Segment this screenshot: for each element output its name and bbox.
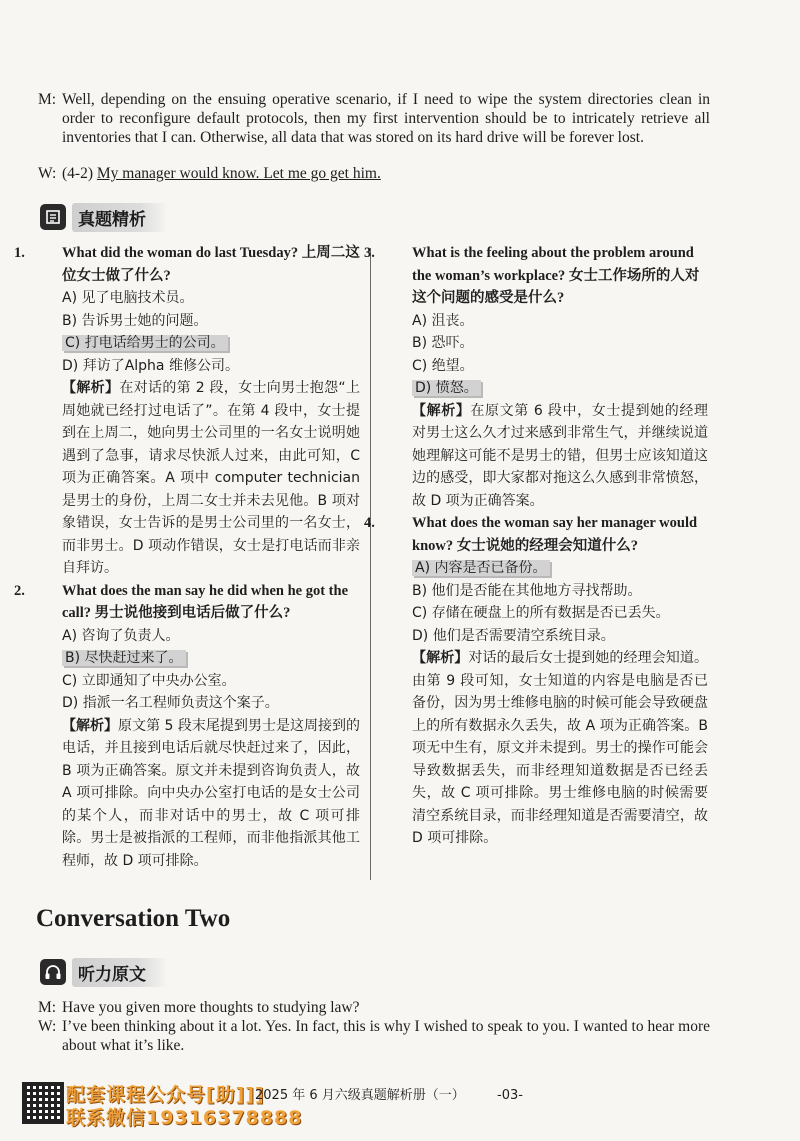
dialogue-text: My manager would know. Let me go get him.	[96, 165, 381, 182]
dialogue-text: Well, depending on the ensuing operative scenario, if I need to wipe the system directories clean in order to reconfigure default protocols, then my first intervention should be to intricately retrieve all inventories that I can. Otherwise, all data that was stored on its hard drive will be forever lost.	[62, 91, 710, 146]
left-column	[14, 242, 361, 872]
qr-code	[22, 1082, 64, 1124]
question-number: 4.	[364, 515, 375, 531]
option: A) 见了电脑技术员。	[62, 290, 194, 306]
footer-title: 2025 年 6 月六级真题解析册（一）	[255, 1088, 465, 1103]
question-1	[14, 242, 361, 580]
speaker-label: M:	[38, 91, 57, 108]
option-correct: C) 打电话给男士的公司。	[62, 335, 228, 351]
section-title: 听力原文	[72, 958, 168, 987]
option: B) 恐吓。	[412, 335, 474, 351]
analysis-text: 在原文第 6 段中，女士提到她的经理对男士这么久才过来感到非常生气，并继续说道她理解这可能不是男士的错，但男士应该知道这边的感受，即大家都对拖这么久感到非常愤怒，故 D 项为正确答案。	[412, 402, 708, 509]
right-column	[364, 242, 709, 850]
dialogue-bottom-w	[38, 1017, 710, 1055]
page-number: -03-	[497, 1088, 523, 1103]
analysis-label: 【解析】	[62, 380, 120, 396]
dialogue-top-w	[38, 164, 710, 183]
option: D) 他们是否需要清空系统目录。	[412, 627, 615, 644]
section-header-analysis	[40, 202, 168, 232]
dialogue-bottom-m	[38, 998, 710, 1017]
analysis-text: 原文第 5 段末尾提到男士是这周接到的电话，并且接到电话后就尽快赶过来了，因此，B 项为正确答案。原文并未提到咨询负责人，故 A 项可排除。向中央办公室打电话的是女士公司的某个人，而非对话中的男士，故 C 项可排除。男士是被指派的工程师，而非他指派其他工程师，故 D 项可排除。	[62, 717, 361, 869]
speaker-label: W:	[38, 165, 57, 182]
question-4	[364, 512, 709, 850]
option-correct: D) 愤怒。	[412, 380, 481, 396]
option: C) 存储在硬盘上的所有数据是否已丢失。	[412, 605, 670, 621]
speaker-label: M:	[38, 999, 57, 1016]
conversation-title: Conversation Two	[36, 905, 231, 932]
option: A) 咨询了负责人。	[62, 627, 180, 644]
question-text: What is the feeling about the problem around the woman’s workplace? 女士工作场所的人对这个问题的感受是什么?	[412, 245, 700, 306]
question-3	[364, 242, 708, 512]
question-number: 2.	[14, 582, 25, 599]
analysis-text: 在对话的第 2 段，女士向男士抱怨“上周她就已经打过电话了”。在第 4 段中，女士提到在上周二，她向男士公司里的一名女士说明她遇到了急事，请求尽快派人过来，由此可知，C 项为正确答案。A 项中 computer technician 是男士的身份，上周二女士并未去见他。B 项对象错误，女士告诉的是男士公司里的一名女士，而非男士。D 项动作错误，女士是打电话而非亲自拜访。	[62, 380, 361, 576]
option-correct: A) 内容是否已备份。	[412, 560, 550, 576]
option: B) 他们是否能在其他地方寻找帮助。	[412, 582, 642, 599]
column-divider	[370, 248, 371, 880]
dialogue-text: Have you given more thoughts to studying law?	[62, 999, 360, 1016]
analysis-label: 【解析】	[412, 650, 469, 666]
analysis-text: 对话的最后女士提到她的经理会知道。由第 9 段可知，女士知道的内容是电脑是否已备份，因为男士维修电脑的时候可能会导致硬盘上的所有数据永久丢失，故 A 项为正确答案。B 项无中生有，原文并未提到。男士的操作可能会导致数据丢失，而非经理知道数据是否已经丢失，故 C 项可排除。男士维修电脑的时候需要清空系统目录，而非经理知道是否需要清空，故 D 项可排除。	[412, 650, 709, 846]
document-icon	[40, 204, 66, 230]
option: D) 指派一名工程师负责这个案子。	[62, 695, 279, 711]
section-header-transcript	[40, 957, 168, 987]
question-text: What does the woman say her manager would know? 女士说她的经理会知道什么?	[412, 515, 698, 554]
question-2	[14, 580, 361, 873]
watermark-line-2: 联系微信19316378888	[66, 1107, 303, 1129]
option: C) 绝望。	[412, 357, 474, 374]
page-footer	[255, 1084, 523, 1103]
headphones-icon	[40, 959, 66, 985]
section-title: 真题精析	[72, 203, 168, 232]
analysis-label: 【解析】	[412, 402, 471, 419]
option: A) 沮丧。	[412, 312, 474, 329]
option-correct: B) 尽快赶过来了。	[62, 650, 186, 666]
question-text: What did the woman do last Tuesday? 上周二这位女士做了什么?	[62, 245, 360, 284]
dialogue-top-m	[38, 90, 710, 147]
watermark-line-1: 配套课程公众号[助]]]	[66, 1084, 265, 1106]
option: B) 告诉男士她的问题。	[62, 312, 208, 329]
question-number: 1.	[14, 245, 25, 261]
question-number: 3.	[364, 245, 375, 261]
dialogue-ref: (4-2)	[62, 165, 97, 182]
question-text: What does the man say he did when he got the call? 男士说他接到电话后做了什么?	[62, 582, 348, 621]
option: D) 拜访了Alpha 维修公司。	[62, 357, 239, 374]
analysis-label: 【解析】	[62, 717, 119, 734]
speaker-label: W:	[38, 1018, 57, 1035]
dialogue-text: I’ve been thinking about it a lot. Yes. In fact, this is why I wished to speak to you. I wanted to hear more about what it’s like.	[62, 1018, 710, 1054]
option: C) 立即通知了中央办公室。	[62, 672, 236, 689]
